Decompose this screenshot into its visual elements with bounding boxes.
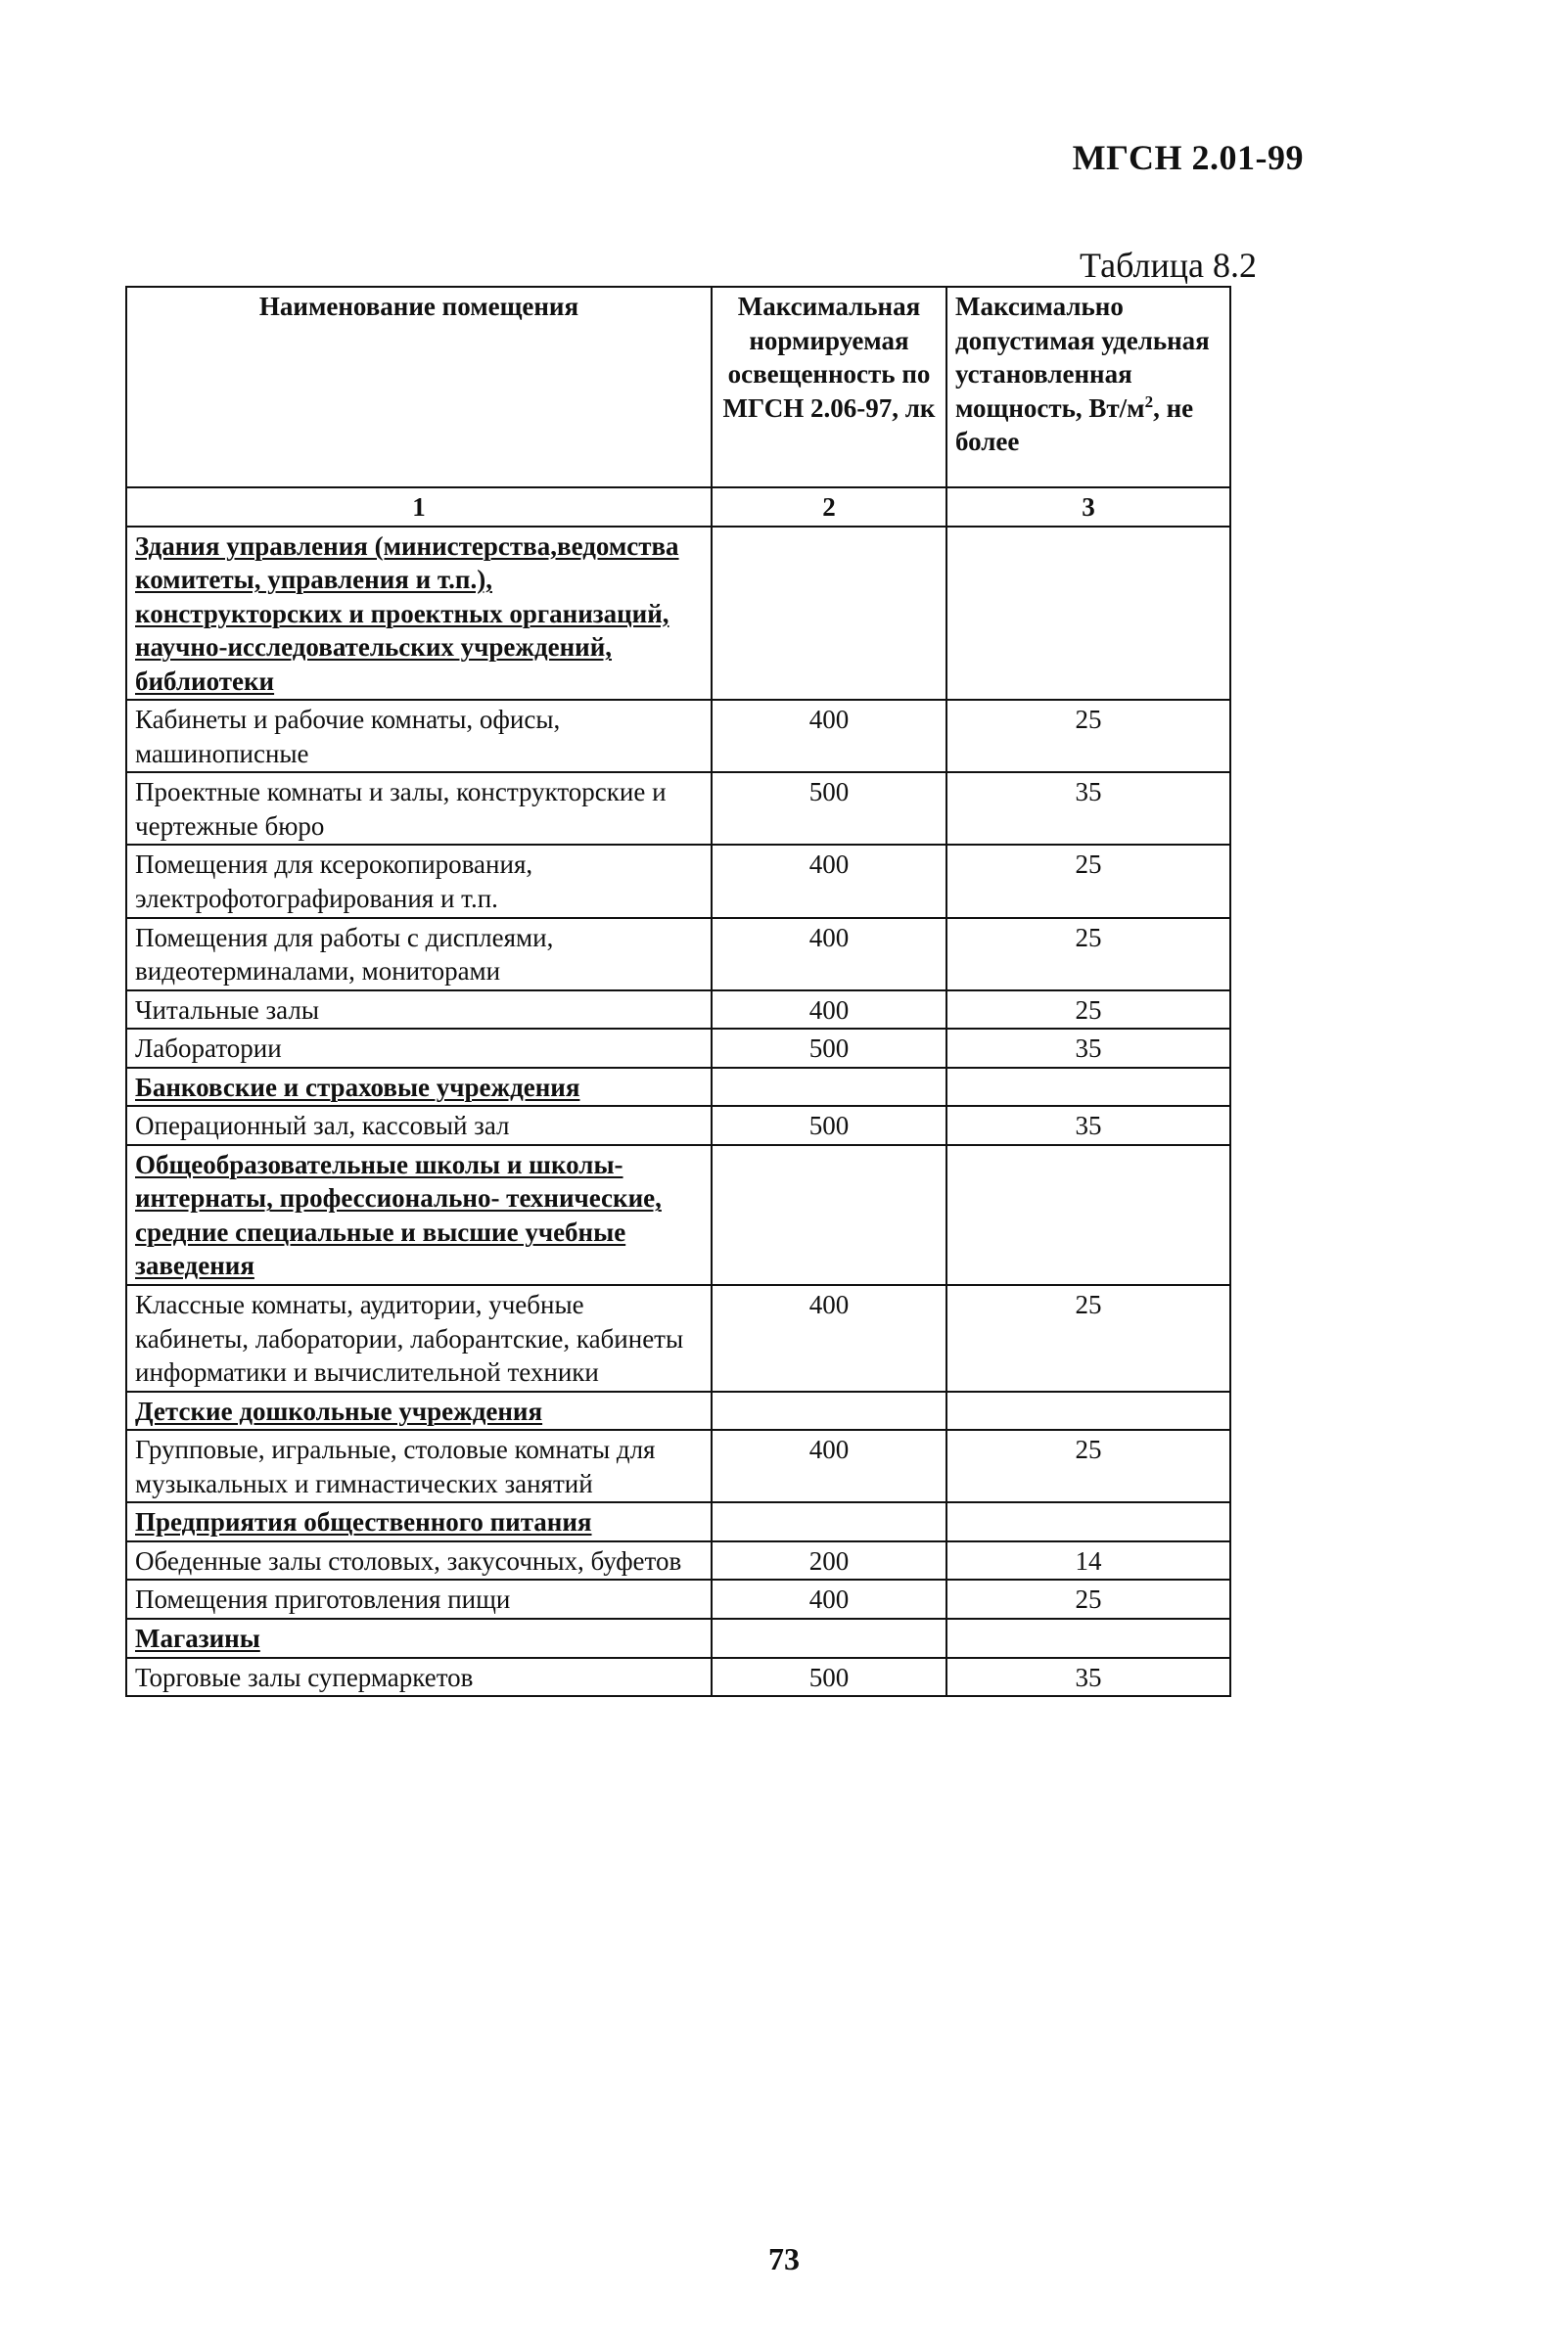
section-title: Банковские и страховые учреждения (126, 1068, 712, 1107)
room-name-cell: Проектные комнаты и залы, конструкторские и чертежные бюро (126, 772, 712, 845)
room-name-cell: Групповые, игральные, столовые комнаты для музыкальных и гимнастических занятий (126, 1430, 712, 1502)
power-density-cell: 35 (946, 772, 1230, 845)
illuminance-cell: 400 (712, 1430, 946, 1502)
header-max-power (946, 287, 1230, 487)
power-density-cell: 25 (946, 1580, 1230, 1619)
power-density-cell (946, 527, 1230, 701)
room-name-cell: Кабинеты и рабочие комнаты, офисы, машинописные (126, 700, 712, 772)
power-density-cell (946, 1068, 1230, 1107)
section-title: Детские дошкольные учреждения (126, 1392, 712, 1431)
power-density-cell: 35 (946, 1029, 1230, 1068)
illuminance-cell (712, 527, 946, 701)
header-room-name: Наименование помещения (126, 287, 712, 487)
column-number-row (126, 487, 1230, 527)
header-max-power-text: Максимально допустимая удельная установленная мощность, Вт/м (955, 292, 1210, 423)
power-density-cell: 25 (946, 990, 1230, 1030)
table-row (126, 1285, 1230, 1392)
table-row (126, 845, 1230, 917)
power-density-cell (946, 1392, 1230, 1431)
power-density-cell: 14 (946, 1541, 1230, 1581)
column-number: 1 (126, 487, 712, 527)
illuminance-cell: 400 (712, 1285, 946, 1392)
page-number: 73 (768, 2241, 800, 2276)
section-title: Предприятия общественного питания (126, 1502, 712, 1541)
table-section-row (126, 1502, 1230, 1541)
table-header-row (126, 287, 1230, 487)
room-name-cell: Читальные залы (126, 990, 712, 1030)
power-density-cell (946, 1145, 1230, 1285)
section-title: Здания управления (министерства,ведомства комитеты, управления и т.п.), конструкторских и проектных организаций, научно-исследовательских учреждений, библиотеки (126, 527, 712, 701)
header-max-power-suffix: , не более (955, 392, 1194, 457)
power-density-cell: 25 (946, 1285, 1230, 1392)
illuminance-cell: 400 (712, 845, 946, 917)
room-name-cell: Лаборатории (126, 1029, 712, 1068)
table-row (126, 772, 1230, 845)
power-density-cell: 25 (946, 1430, 1230, 1502)
illuminance-cell: 400 (712, 700, 946, 772)
power-density-cell: 35 (946, 1658, 1230, 1697)
room-name-cell: Обеденные залы столовых, закусочных, буфетов (126, 1541, 712, 1581)
room-name-cell: Торговые залы супермаркетов (126, 1658, 712, 1697)
table-row (126, 1029, 1230, 1068)
power-density-cell: 25 (946, 845, 1230, 917)
illuminance-cell (712, 1392, 946, 1431)
column-number: 2 (712, 487, 946, 527)
norms-table (125, 286, 1231, 1697)
header-power-exponent: 2 (1144, 391, 1154, 411)
illuminance-cell: 400 (712, 990, 946, 1030)
illuminance-cell: 400 (712, 1580, 946, 1619)
table-label: Таблица 8.2 (1080, 246, 1257, 285)
power-density-cell: 25 (946, 700, 1230, 772)
table-row (126, 1580, 1230, 1619)
table-section-row (126, 1392, 1230, 1431)
room-name-cell: Помещения для работы с дисплеями, видеотерминалами, мониторами (126, 918, 712, 990)
table-row (126, 918, 1230, 990)
table-section-row (126, 1068, 1230, 1107)
table-body (126, 527, 1230, 1697)
illuminance-cell (712, 1502, 946, 1541)
table-row (126, 1658, 1230, 1697)
illuminance-cell: 500 (712, 1658, 946, 1697)
illuminance-cell (712, 1619, 946, 1658)
illuminance-cell: 200 (712, 1541, 946, 1581)
illuminance-cell: 500 (712, 772, 946, 845)
room-name-cell: Классные комнаты, аудитории, учебные кабинеты, лаборатории, лаборантские, кабинеты информатики и вычислительной техники (126, 1285, 712, 1392)
illuminance-cell (712, 1068, 946, 1107)
power-density-cell: 25 (946, 918, 1230, 990)
section-title: Общеобразовательные школы и школы-интернаты, профессионально- технические, средние специальные и высшие учебные заведения (126, 1145, 712, 1285)
power-density-cell (946, 1619, 1230, 1658)
table-section-row (126, 1619, 1230, 1658)
table-row (126, 1541, 1230, 1581)
document-code: МГСН 2.01-99 (1072, 138, 1304, 177)
table-section-row (126, 527, 1230, 701)
section-title: Магазины (126, 1619, 712, 1658)
table-row (126, 1106, 1230, 1145)
table-row (126, 700, 1230, 772)
table-section-row (126, 1145, 1230, 1285)
illuminance-cell: 500 (712, 1106, 946, 1145)
power-density-cell: 35 (946, 1106, 1230, 1145)
table-row (126, 1430, 1230, 1502)
column-number: 3 (946, 487, 1230, 527)
table-row (126, 990, 1230, 1030)
room-name-cell: Помещения приготовления пищи (126, 1580, 712, 1619)
header-max-illuminance: Максимальная нормируемая освещенность по МГСН 2.06-97, лк (712, 287, 946, 487)
illuminance-cell: 500 (712, 1029, 946, 1068)
room-name-cell: Помещения для ксерокопирования, электрофотографирования и т.п. (126, 845, 712, 917)
illuminance-cell (712, 1145, 946, 1285)
power-density-cell (946, 1502, 1230, 1541)
illuminance-cell: 400 (712, 918, 946, 990)
room-name-cell: Операционный зал, кассовый зал (126, 1106, 712, 1145)
